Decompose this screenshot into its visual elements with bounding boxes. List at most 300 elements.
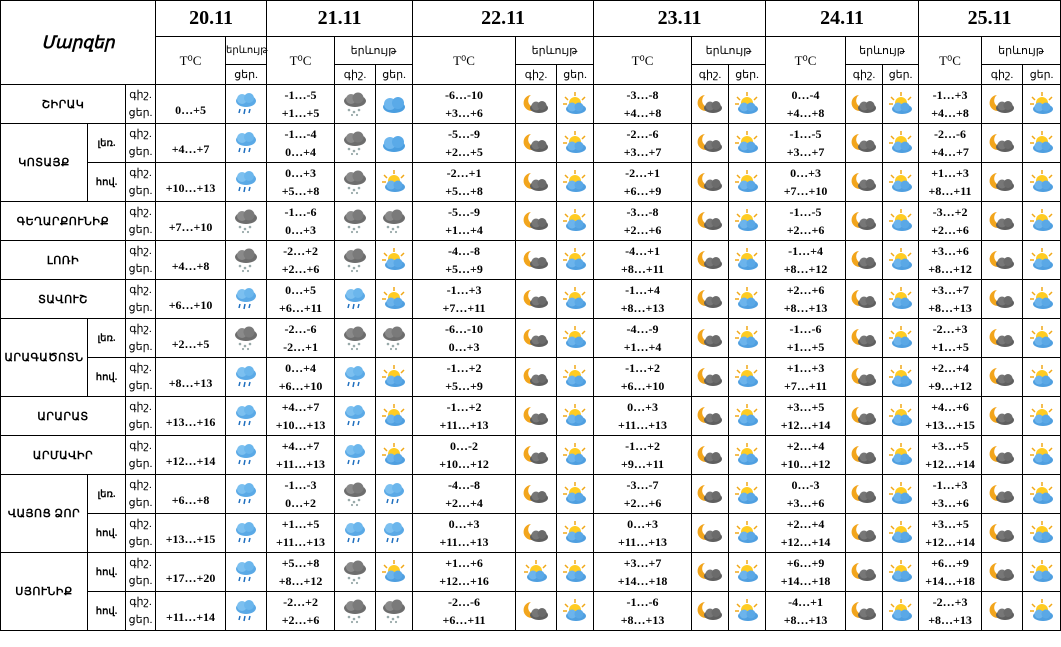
moon-cloud-icon bbox=[982, 592, 1023, 631]
temperature-value bbox=[766, 436, 846, 475]
moon-cloud-icon bbox=[982, 319, 1023, 358]
time-of-day-label: ցեր. bbox=[128, 185, 153, 197]
day-temperature: +12…+16 bbox=[439, 574, 489, 588]
moon-cloud-icon bbox=[516, 514, 557, 553]
temperature-value bbox=[267, 85, 335, 124]
day-col-header: ցեր. bbox=[557, 65, 594, 85]
night-temperature: 0…-4 bbox=[791, 88, 820, 102]
moon-cloud-icon bbox=[982, 124, 1023, 163]
moon-cloud-icon bbox=[692, 163, 729, 202]
time-of-day-label: գիշ. bbox=[129, 89, 152, 101]
temperature-value bbox=[594, 241, 692, 280]
temperature-value bbox=[413, 241, 516, 280]
night-temperature: 0…+3 bbox=[627, 517, 658, 531]
night-temperature: +1…+3 bbox=[786, 361, 825, 375]
night-temperature: -6…-10 bbox=[445, 88, 484, 102]
temperature-value bbox=[594, 319, 692, 358]
rain-cloud-icon bbox=[226, 124, 267, 163]
night-temperature: -1…-5 bbox=[789, 205, 822, 219]
day-temperature: +8…+11 bbox=[621, 262, 665, 276]
time-of-day-label: գիշ. bbox=[129, 323, 152, 335]
region-name: ԱՐԱՐԱՏ bbox=[1, 397, 126, 436]
night-temperature: -2…-6 bbox=[284, 322, 317, 336]
temperature-value bbox=[413, 397, 516, 436]
phenomenon-col-header: երևույթ bbox=[335, 37, 413, 65]
sun-cloud-icon bbox=[1023, 592, 1061, 631]
sun-cloud-icon bbox=[883, 202, 919, 241]
sun-cloud-icon bbox=[1023, 124, 1061, 163]
night-temperature: 0…-2 bbox=[450, 439, 479, 453]
temperature-value bbox=[919, 397, 982, 436]
temperature-value: +12…+14 bbox=[156, 436, 226, 475]
snow-cloud-icon bbox=[376, 319, 413, 358]
subregion-label: հով. bbox=[88, 163, 126, 202]
temp-col-header: T⁰C bbox=[766, 37, 846, 85]
sun-cloud-icon bbox=[729, 436, 766, 475]
day-temperature: +8…+11 bbox=[928, 184, 972, 198]
temperature-value bbox=[267, 319, 335, 358]
sun-cloud-icon bbox=[1023, 436, 1061, 475]
snow-cloud-icon bbox=[376, 202, 413, 241]
snow-cloud-icon bbox=[335, 163, 376, 202]
day-temperature: +14…+18 bbox=[780, 574, 831, 588]
temperature-value bbox=[267, 553, 335, 592]
time-of-day-label: գիշ. bbox=[129, 596, 152, 608]
time-of-day-label: ցեր. bbox=[128, 380, 153, 392]
rain-cloud-icon bbox=[335, 280, 376, 319]
day-temperature: +4…+8 bbox=[786, 106, 825, 120]
header-title: Մարզեր bbox=[1, 1, 156, 85]
region-name: ԳԵՂԱՐՔՈՒՆԻՔ bbox=[1, 202, 126, 241]
night-temperature: -1…-6 bbox=[626, 595, 659, 609]
table-row bbox=[1, 592, 1061, 631]
time-of-day-cell bbox=[126, 397, 156, 436]
day-temperature: +8…+12 bbox=[928, 262, 972, 276]
snow-cloud-icon bbox=[335, 202, 376, 241]
night-temperature: +1…+6 bbox=[445, 556, 483, 570]
temperature-value: +8…+13 bbox=[156, 358, 226, 397]
temperature-value bbox=[594, 163, 692, 202]
sun-cloud-icon bbox=[1023, 397, 1061, 436]
night-temperature: +4…+7 bbox=[281, 400, 320, 414]
time-of-day-label: գիշ. bbox=[129, 128, 152, 140]
moon-cloud-icon bbox=[516, 241, 557, 280]
sun-cloud-icon bbox=[376, 280, 413, 319]
day-temperature: 0…+4 bbox=[285, 145, 316, 159]
day-temperature: +1…+5 bbox=[931, 340, 969, 354]
night-temperature: -6…-10 bbox=[445, 322, 484, 336]
night-temperature: 0…+3 bbox=[627, 400, 658, 414]
date-header: 20.11 bbox=[156, 1, 267, 37]
night-temperature: +3…+7 bbox=[623, 556, 662, 570]
sun-cloud-icon bbox=[557, 319, 594, 358]
moon-cloud-icon bbox=[516, 202, 557, 241]
temperature-value: +4…+8 bbox=[156, 241, 226, 280]
moon-cloud-icon bbox=[692, 436, 729, 475]
day-temperature: 0…+2 bbox=[285, 496, 316, 510]
region-name: ԿՈՏԱՅՔ bbox=[1, 124, 88, 202]
sun-cloud-icon bbox=[1023, 163, 1061, 202]
moon-cloud-icon bbox=[982, 85, 1023, 124]
moon-cloud-icon bbox=[516, 163, 557, 202]
snow-cloud-icon bbox=[226, 241, 267, 280]
night-temperature: -1…+3 bbox=[932, 88, 968, 102]
moon-cloud-icon bbox=[692, 319, 729, 358]
rain-cloud-icon bbox=[226, 592, 267, 631]
moon-cloud-icon bbox=[516, 124, 557, 163]
day-temperature: +8…+12 bbox=[278, 574, 323, 588]
sun-cloud-icon bbox=[883, 397, 919, 436]
sun-cloud-icon bbox=[883, 319, 919, 358]
sun-cloud-icon bbox=[883, 553, 919, 592]
moon-cloud-icon bbox=[692, 514, 729, 553]
night-temperature: -1…+2 bbox=[625, 361, 660, 375]
day-temperature: +3…+6 bbox=[931, 496, 969, 510]
sun-cloud-icon bbox=[729, 124, 766, 163]
night-temperature: -1…+2 bbox=[446, 361, 482, 375]
sun-cloud-icon bbox=[1023, 358, 1061, 397]
temperature-value bbox=[919, 475, 982, 514]
sun-cloud-icon bbox=[557, 592, 594, 631]
time-of-day-label: ցեր. bbox=[128, 536, 153, 548]
night-temperature: +1…+5 bbox=[281, 517, 320, 531]
rain-cloud-icon bbox=[335, 358, 376, 397]
moon-cloud-icon bbox=[846, 280, 883, 319]
moon-cloud-icon bbox=[516, 280, 557, 319]
day-temperature: +2…+6 bbox=[281, 613, 320, 627]
temperature-value bbox=[919, 124, 982, 163]
cloud-icon bbox=[376, 124, 413, 163]
temperature-value bbox=[413, 514, 516, 553]
sun-cloud-icon bbox=[376, 241, 413, 280]
sun-cloud-icon bbox=[883, 85, 919, 124]
time-of-day-label: գիշ. bbox=[129, 362, 152, 374]
temperature-value bbox=[766, 397, 846, 436]
time-of-day-label: գիշ. bbox=[129, 167, 152, 179]
day-col-header: ցեր. bbox=[1023, 65, 1061, 85]
temperature-value bbox=[594, 553, 692, 592]
sun-cloud-icon bbox=[729, 319, 766, 358]
night-temperature: +3…+5 bbox=[931, 517, 969, 531]
temperature-value bbox=[919, 436, 982, 475]
night-temperature: -5…-9 bbox=[448, 127, 481, 141]
night-temperature: -4…-8 bbox=[448, 244, 481, 258]
night-temperature: -2…+3 bbox=[932, 322, 968, 336]
moon-cloud-icon bbox=[692, 124, 729, 163]
day-temperature: +8…+13 bbox=[928, 613, 972, 627]
moon-cloud-icon bbox=[982, 514, 1023, 553]
night-temperature: -1…+4 bbox=[625, 283, 660, 297]
night-temperature: +3…+5 bbox=[931, 439, 969, 453]
temp-col-header: T⁰C bbox=[919, 37, 982, 85]
day-temperature: +13…+15 bbox=[925, 418, 975, 432]
night-temperature: 0…-3 bbox=[791, 478, 820, 492]
temperature-value bbox=[267, 358, 335, 397]
day-temperature: +8…+13 bbox=[928, 301, 972, 315]
time-of-day-label: ցեր. bbox=[128, 419, 153, 431]
night-temperature: -1…+4 bbox=[788, 244, 823, 258]
night-temperature: +6…+9 bbox=[931, 556, 969, 570]
time-of-day-label: ցեր. bbox=[128, 302, 153, 314]
moon-cloud-icon bbox=[692, 280, 729, 319]
moon-cloud-icon bbox=[692, 85, 729, 124]
table-row bbox=[1, 202, 1061, 241]
day-temperature: +2…+6 bbox=[281, 262, 320, 276]
night-temperature: -2…+3 bbox=[932, 595, 968, 609]
moon-cloud-icon bbox=[516, 436, 557, 475]
temperature-value bbox=[766, 241, 846, 280]
day-temperature: +7…+11 bbox=[442, 301, 486, 315]
sun-cloud-icon bbox=[883, 514, 919, 553]
night-temperature: -3…-8 bbox=[626, 205, 659, 219]
temperature-value bbox=[413, 436, 516, 475]
moon-cloud-icon bbox=[692, 241, 729, 280]
sun-cloud-icon bbox=[1023, 241, 1061, 280]
temperature-value bbox=[919, 358, 982, 397]
temperature-value bbox=[919, 163, 982, 202]
time-of-day-cell bbox=[126, 358, 156, 397]
temp-col-header: T⁰C bbox=[594, 37, 692, 85]
region-name: ՍՅՈՒՆԻՔ bbox=[1, 553, 88, 631]
moon-cloud-icon bbox=[982, 475, 1023, 514]
day-temperature: +10…+12 bbox=[439, 457, 489, 471]
day-col-header: ցեր. bbox=[729, 65, 766, 85]
region-name: ԱՐՄԱՎԻՐ bbox=[1, 436, 126, 475]
sun-cloud-icon bbox=[557, 475, 594, 514]
temperature-value bbox=[766, 280, 846, 319]
temperature-value bbox=[594, 514, 692, 553]
moon-cloud-icon bbox=[692, 358, 729, 397]
moon-cloud-icon bbox=[846, 163, 883, 202]
moon-cloud-icon bbox=[846, 397, 883, 436]
table-row bbox=[1, 85, 1061, 124]
day-temperature: +12…+14 bbox=[780, 535, 831, 549]
moon-cloud-icon bbox=[846, 358, 883, 397]
day-temperature: +4…+7 bbox=[931, 145, 969, 159]
moon-cloud-icon bbox=[846, 436, 883, 475]
moon-cloud-icon bbox=[982, 397, 1023, 436]
time-of-day-label: գիշ. bbox=[129, 440, 152, 452]
day-temperature: +7…+11 bbox=[784, 379, 828, 393]
moon-cloud-icon bbox=[516, 358, 557, 397]
table-row bbox=[1, 241, 1061, 280]
time-of-day-label: ցեր. bbox=[128, 263, 153, 275]
temperature-value bbox=[413, 280, 516, 319]
night-temperature: -1…+3 bbox=[446, 283, 482, 297]
temperature-value bbox=[267, 241, 335, 280]
time-of-day-label: ցեր. bbox=[128, 224, 153, 236]
day-temperature: +10…+13 bbox=[275, 418, 326, 432]
moon-cloud-icon bbox=[692, 475, 729, 514]
night-temperature: -2…-6 bbox=[626, 127, 659, 141]
night-temperature: 0…+3 bbox=[790, 166, 821, 180]
time-of-day-label: ցեր. bbox=[128, 341, 153, 353]
snow-cloud-icon bbox=[335, 475, 376, 514]
temperature-value bbox=[594, 202, 692, 241]
moon-cloud-icon bbox=[846, 319, 883, 358]
temperature-value bbox=[766, 163, 846, 202]
time-of-day-cell bbox=[126, 592, 156, 631]
night-temperature: -2…-6 bbox=[934, 127, 967, 141]
night-temperature: +4…+6 bbox=[931, 400, 969, 414]
subregion-label: հով. bbox=[88, 592, 126, 631]
night-temperature: -2…-6 bbox=[448, 595, 481, 609]
sun-cloud-icon bbox=[729, 202, 766, 241]
night-temperature: -1…-5 bbox=[789, 127, 822, 141]
phenomenon-col-header: երևույթ bbox=[692, 37, 766, 65]
phenomenon-col-header: երևույթ bbox=[516, 37, 594, 65]
table-row bbox=[1, 514, 1061, 553]
day-temperature: +14…+18 bbox=[925, 574, 975, 588]
temp-col-header: T⁰C bbox=[267, 37, 335, 85]
sun-cloud-icon bbox=[557, 202, 594, 241]
temperature-value bbox=[919, 202, 982, 241]
day-temperature: +4…+8 bbox=[931, 106, 969, 120]
temperature-value bbox=[594, 592, 692, 631]
day-temperature: +1…+5 bbox=[281, 106, 320, 120]
time-of-day-label: ցեր. bbox=[128, 614, 153, 626]
sun-cloud-icon bbox=[883, 241, 919, 280]
night-temperature: -2…+2 bbox=[283, 595, 318, 609]
day-temperature: +3…+6 bbox=[445, 106, 483, 120]
moon-cloud-icon bbox=[846, 85, 883, 124]
temperature-value bbox=[919, 280, 982, 319]
temperature-value bbox=[267, 514, 335, 553]
night-temperature: -1…-5 bbox=[284, 88, 317, 102]
moon-cloud-icon bbox=[846, 592, 883, 631]
moon-cloud-icon bbox=[516, 85, 557, 124]
night-temperature: -1…-6 bbox=[284, 205, 317, 219]
date-header: 25.11 bbox=[919, 1, 1061, 37]
moon-cloud-icon bbox=[846, 241, 883, 280]
temperature-value bbox=[413, 163, 516, 202]
temperature-value bbox=[919, 514, 982, 553]
sun-cloud-icon bbox=[557, 163, 594, 202]
temp-col-header: T⁰C bbox=[156, 37, 226, 85]
day-temperature: +4…+8 bbox=[623, 106, 662, 120]
sun-cloud-icon bbox=[557, 358, 594, 397]
moon-cloud-icon bbox=[846, 514, 883, 553]
time-of-day-cell bbox=[126, 475, 156, 514]
day-temperature: +11…+13 bbox=[439, 535, 489, 549]
table-row bbox=[1, 358, 1061, 397]
day-temperature: +1…+4 bbox=[623, 340, 662, 354]
night-temperature: +3…+6 bbox=[931, 244, 969, 258]
sun-cloud-icon bbox=[729, 280, 766, 319]
day-temperature: +6…+11 bbox=[442, 613, 486, 627]
night-temperature: 0…+5 bbox=[285, 283, 316, 297]
subregion-label: լեռ. bbox=[88, 475, 126, 514]
moon-cloud-icon bbox=[846, 124, 883, 163]
temperature-value bbox=[267, 475, 335, 514]
night-temperature: +2…+6 bbox=[786, 283, 825, 297]
night-temperature: -4…-9 bbox=[626, 322, 659, 336]
day-temperature: +11…+13 bbox=[618, 535, 668, 549]
temperature-value bbox=[267, 397, 335, 436]
night-temperature: -2…+1 bbox=[625, 166, 660, 180]
day-col-header: ցեր. bbox=[226, 65, 267, 85]
time-of-day-label: գիշ. bbox=[129, 206, 152, 218]
day-temperature: +6…+10 bbox=[278, 379, 323, 393]
temperature-value bbox=[413, 85, 516, 124]
sun-cloud-icon bbox=[557, 280, 594, 319]
time-of-day-label: գիշ. bbox=[129, 557, 152, 569]
temperature-value bbox=[919, 241, 982, 280]
rain-cloud-icon bbox=[226, 163, 267, 202]
rain-cloud-icon bbox=[335, 397, 376, 436]
rain-cloud-icon bbox=[226, 85, 267, 124]
snow-cloud-icon bbox=[335, 85, 376, 124]
day-temperature: +2…+6 bbox=[623, 496, 662, 510]
day-temperature: +2…+6 bbox=[786, 223, 825, 237]
moon-cloud-icon bbox=[516, 475, 557, 514]
region-name: ԼՈՌԻ bbox=[1, 241, 126, 280]
snow-cloud-icon bbox=[335, 592, 376, 631]
sun-cloud-icon bbox=[729, 85, 766, 124]
day-temperature: +14…+18 bbox=[617, 574, 668, 588]
temperature-value bbox=[413, 592, 516, 631]
temperature-value bbox=[413, 124, 516, 163]
phenomenon-col-header: երևույթ bbox=[846, 37, 919, 65]
time-of-day-label: ցեր. bbox=[128, 458, 153, 470]
night-temperature: +2…+4 bbox=[931, 361, 969, 375]
moon-cloud-icon bbox=[982, 436, 1023, 475]
table-row bbox=[1, 319, 1061, 358]
day-temperature: +9…+11 bbox=[621, 457, 665, 471]
sun-cloud-icon bbox=[1023, 85, 1061, 124]
time-of-day-cell bbox=[126, 436, 156, 475]
snow-cloud-icon bbox=[335, 553, 376, 592]
time-of-day-cell bbox=[126, 514, 156, 553]
sun-cloud-icon bbox=[557, 514, 594, 553]
sun-cloud-icon bbox=[557, 436, 594, 475]
moon-cloud-icon bbox=[982, 202, 1023, 241]
day-temperature: +8…+13 bbox=[783, 613, 828, 627]
night-temperature: -1…-3 bbox=[284, 478, 317, 492]
sun-cloud-icon bbox=[729, 163, 766, 202]
temperature-value bbox=[594, 436, 692, 475]
night-col-header: գիշ. bbox=[335, 65, 376, 85]
night-temperature: -4…-8 bbox=[448, 478, 481, 492]
temperature-value: +11…+14 bbox=[156, 592, 226, 631]
temperature-value bbox=[766, 553, 846, 592]
night-col-header: գիշ. bbox=[516, 65, 557, 85]
temperature-value bbox=[766, 85, 846, 124]
temperature-value bbox=[766, 124, 846, 163]
region-name: ԱՐԱԳԱԾՈՏՆ bbox=[1, 319, 88, 397]
moon-cloud-icon bbox=[982, 163, 1023, 202]
day-temperature: +2…+6 bbox=[931, 223, 969, 237]
moon-cloud-icon bbox=[692, 553, 729, 592]
time-of-day-label: ցեր. bbox=[128, 575, 153, 587]
day-col-header: ցեր. bbox=[376, 65, 413, 85]
rain-cloud-icon bbox=[376, 475, 413, 514]
time-of-day-label: գիշ. bbox=[129, 518, 152, 530]
temperature-value bbox=[766, 514, 846, 553]
sun-cloud-icon bbox=[557, 397, 594, 436]
day-temperature: +8…+13 bbox=[783, 301, 828, 315]
date-header: 22.11 bbox=[413, 1, 594, 37]
temperature-value bbox=[766, 475, 846, 514]
temperature-value: +13…+15 bbox=[156, 514, 226, 553]
temperature-value bbox=[594, 124, 692, 163]
night-col-header: գիշ. bbox=[846, 65, 883, 85]
temperature-value bbox=[267, 436, 335, 475]
night-temperature: 0…+4 bbox=[285, 361, 316, 375]
day-temperature: +6…+9 bbox=[623, 184, 662, 198]
time-of-day-cell bbox=[126, 553, 156, 592]
day-temperature: +5…+9 bbox=[445, 262, 483, 276]
